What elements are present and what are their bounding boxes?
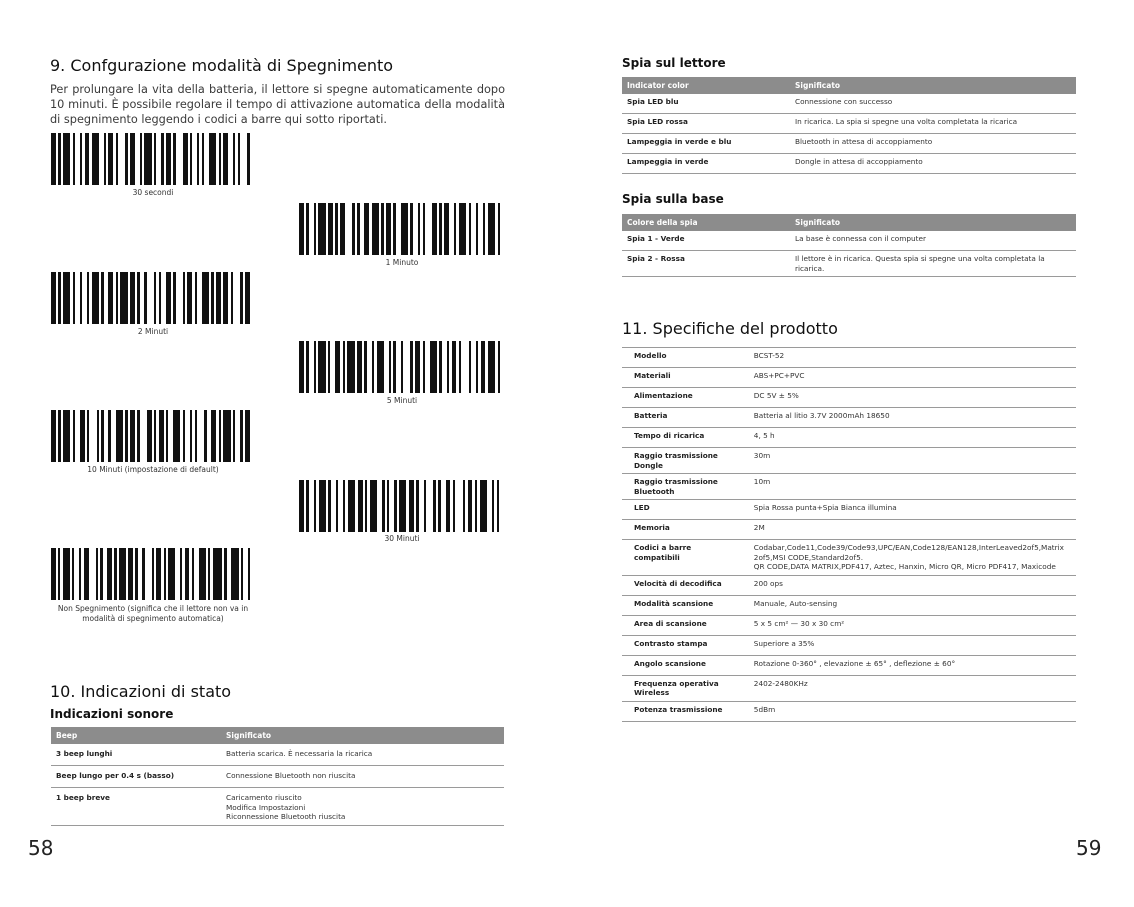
barcode-bar [202, 272, 209, 324]
barcode-bar [63, 548, 70, 600]
barcode-bar [144, 133, 151, 185]
barcode-30-seconds [51, 133, 255, 185]
table-row [622, 448, 1076, 474]
table-row [622, 154, 1076, 174]
spec-key: Raggio trasmissione Bluetooth [622, 474, 742, 500]
reader-leds-table [622, 77, 1076, 174]
header-meaning: Significato [221, 727, 504, 744]
base-led-key: Spia 2 - Rossa [622, 251, 790, 277]
barcode-bar [209, 133, 216, 185]
barcode-bar [319, 480, 326, 532]
table-row [622, 701, 1076, 721]
barcode-bar [488, 203, 495, 255]
barcode-10-minutes [51, 410, 255, 462]
barcode-label-30-minutes: 30 Minuti [384, 534, 420, 543]
barcode-bar [347, 341, 354, 393]
table-row [622, 540, 1076, 576]
barcode-bar [480, 480, 487, 532]
barcode-bar [399, 480, 406, 532]
spec-value: 2402-2480KHz [742, 675, 1076, 701]
barcode-space [500, 341, 505, 393]
led-key: Lampeggia in verde e blu [622, 134, 790, 154]
page-number-right: 59 [1076, 836, 1102, 860]
spec-value: Rotazione 0-360° , elevazione ± 65° , deflezione ± 60° [742, 655, 1076, 675]
beep-key: 3 beep lunghi [51, 744, 221, 766]
barcode-space [197, 410, 204, 462]
base-led-meaning: La base è connessa con il computer [790, 231, 1076, 251]
led-meaning: In ricarica. La spia si spegne una volta completata la ricarica [790, 114, 1076, 134]
barcode-label-10-minutes: 10 Minuti (impostazione di default) [87, 465, 219, 474]
barcode-space [118, 133, 125, 185]
spec-value: Manuale, Auto-sensing [742, 595, 1076, 615]
table-row [622, 114, 1076, 134]
page-number-left: 58 [28, 836, 54, 860]
barcode-bar [63, 133, 70, 185]
led-key: Spia LED blu [622, 94, 790, 114]
barcode-bar [120, 272, 127, 324]
barcode-bar [213, 548, 222, 600]
barcode-bar [459, 203, 466, 255]
spec-key: Frequenza operativa Wireless [622, 675, 742, 701]
table-row [622, 635, 1076, 655]
spec-key: Codici a barre compatibili [622, 540, 742, 576]
table-row [622, 368, 1076, 388]
section-9-intro: Per prolungare la vita della batteria, il lettore si spegne automaticamente dopo 10 minuti. È possibile regolare il tempo di attivazione automatica della modalità di spegnimento leggendo i codici a barre qui sotto riportati. [50, 83, 505, 126]
barcode-bar [231, 548, 238, 600]
spec-key: Angolo scansione [622, 655, 742, 675]
table-row [622, 251, 1076, 277]
spec-key: Velocità di decodifica [622, 575, 742, 595]
beep-table [51, 727, 504, 826]
base-leds-title: Spia sulla base [622, 192, 724, 206]
barcode-space [250, 548, 255, 600]
led-meaning: Connessione con successo [790, 94, 1076, 114]
spec-value: DC 5V ± 5% [742, 388, 1076, 408]
spec-value: 30m [742, 448, 1076, 474]
spec-key: Batteria [622, 408, 742, 428]
table-row [51, 766, 504, 788]
spec-value: 200 ops [742, 575, 1076, 595]
table-row [51, 744, 504, 766]
spec-key: Tempo di ricarica [622, 428, 742, 448]
table-row [51, 788, 504, 826]
table-row [622, 675, 1076, 701]
spec-key: Memoria [622, 520, 742, 540]
header-led-color: Colore della spia [622, 214, 790, 231]
barcode-space [403, 341, 410, 393]
table-row [622, 474, 1076, 500]
spec-value: BCST-52 [742, 348, 1076, 368]
led-key: Lampeggia in verde [622, 154, 790, 174]
table-row [622, 388, 1076, 408]
barcode-bar [370, 480, 377, 532]
barcode-bar [318, 203, 325, 255]
barcode-5-minutes [299, 341, 505, 393]
barcode-bar [92, 133, 99, 185]
barcode-space [250, 272, 255, 324]
barcode-bar [116, 410, 123, 462]
barcode-bar [372, 203, 379, 255]
barcode-bar [63, 410, 70, 462]
barcode-space [250, 410, 255, 462]
barcode-space [425, 203, 432, 255]
barcode-label-no-shutdown: Non Spegnimento (significa che il lettore non va in modalità di spegnimento automatica) [57, 604, 249, 623]
spec-key: Materiali [622, 368, 742, 388]
spec-key: Raggio trasmissione Dongle [622, 448, 742, 474]
table-row [622, 595, 1076, 615]
spec-key: Modalità scansione [622, 595, 742, 615]
spec-value: 10m [742, 474, 1076, 500]
barcode-bar [223, 410, 230, 462]
barcode-space [176, 133, 183, 185]
table-row [622, 428, 1076, 448]
spec-key: LED [622, 500, 742, 520]
barcode-bar [168, 548, 175, 600]
barcode-space [461, 341, 468, 393]
spec-value: Batteria al litio 3.7V 2000mAh 18650 [742, 408, 1076, 428]
barcode-label-1-minute: 1 Minuto [385, 258, 419, 267]
spec-value: Superiore a 35% [742, 635, 1076, 655]
spec-value: Spia Rossa punta+Spia Bianca illumina [742, 500, 1076, 520]
barcode-bar [377, 341, 384, 393]
spec-value: 4, 5 h [742, 428, 1076, 448]
barcode-2-minutes [51, 272, 255, 324]
barcode-space [89, 548, 96, 600]
section-9-title: 9. Confgurazione modalità di Spegnimento [50, 56, 394, 75]
beep-key: Beep lungo per 0.4 s (basso) [51, 766, 221, 788]
header-meaning: Significato [790, 214, 1076, 231]
barcode-1-minute [299, 203, 505, 255]
base-leds-table [622, 214, 1076, 277]
spec-value: 5dBm [742, 701, 1076, 721]
beep-key: 1 beep breve [51, 788, 221, 826]
spec-key: Contrasto stampa [622, 635, 742, 655]
barcode-space [233, 272, 240, 324]
section-10-title: 10. Indicazioni di stato [50, 682, 232, 701]
header-meaning: Significato [790, 77, 1076, 94]
barcode-bar [92, 272, 99, 324]
barcode-bar [119, 548, 126, 600]
table-header-row [622, 214, 1076, 231]
barcode-space [140, 410, 147, 462]
table-row [622, 94, 1076, 114]
barcode-bar [318, 341, 325, 393]
barcode-bar [488, 341, 495, 393]
barcode-space [499, 480, 504, 532]
barcode-space [145, 548, 152, 600]
spec-key: Area di scansione [622, 615, 742, 635]
barcode-space [345, 203, 352, 255]
barcode-space [240, 133, 247, 185]
base-led-meaning: Il lettore è in ricarica. Questa spia si spegne una volta completata la ricarica. [790, 251, 1076, 277]
led-key: Spia LED rossa [622, 114, 790, 134]
table-row [622, 408, 1076, 428]
barcode-no-shutdown [51, 548, 255, 600]
spec-value: 2M [742, 520, 1076, 540]
barcode-bar [63, 272, 70, 324]
specs-table [622, 347, 1076, 722]
spec-value: Codabar,Code11,Code39/Code93,UPC/EAN,Code128/EAN128,InterLeaved2of5,Matrix 2of5,MSI CODE,Standard2of5. QR CODE,DATA MATRIX,PDF417, Aztec, Hanxin, Micro QR, Micro PDF417, Maxicode [742, 540, 1076, 576]
spec-value: 5 x 5 cm² — 30 x 30 cm² [742, 615, 1076, 635]
beep-meaning: Batteria scarica. È necessaria la ricarica [221, 744, 504, 766]
table-row [622, 520, 1076, 540]
section-11-title: 11. Specifiche del prodotto [622, 319, 838, 338]
barcode-bar [199, 548, 206, 600]
barcode-bar [401, 203, 408, 255]
table-row [622, 348, 1076, 368]
barcode-space [250, 133, 255, 185]
table-row [622, 655, 1076, 675]
barcode-bar [430, 341, 437, 393]
barcode-30-minutes [299, 480, 505, 532]
spec-key: Modello [622, 348, 742, 368]
header-beep: Beep [51, 727, 221, 744]
led-meaning: Bluetooth in attesa di accoppiamento [790, 134, 1076, 154]
barcode-bar [348, 480, 355, 532]
beep-meaning: Caricamento riuscito Modifica Impostazioni Riconnessione Bluetooth riuscita [221, 788, 504, 826]
table-row [622, 231, 1076, 251]
table-header-row [51, 727, 504, 744]
table-row [622, 575, 1076, 595]
table-row [622, 500, 1076, 520]
table-row [622, 134, 1076, 154]
barcode-label-2-minutes: 2 Minuti [137, 327, 169, 336]
barcode-space [500, 203, 505, 255]
sound-indications-title: Indicazioni sonore [50, 707, 174, 721]
beep-meaning: Connessione Bluetooth non riuscita [221, 766, 504, 788]
spec-key: Alimentazione [622, 388, 742, 408]
barcode-space [147, 272, 154, 324]
header-indicator-color: Indicator color [622, 77, 790, 94]
base-led-key: Spia 1 - Verde [622, 231, 790, 251]
barcode-space [89, 410, 96, 462]
barcode-space [455, 480, 462, 532]
barcode-label-30-seconds: 30 secondi [132, 188, 174, 197]
table-row [622, 615, 1076, 635]
barcode-label-5-minutes: 5 Minuti [386, 396, 418, 405]
led-meaning: Dongle in attesa di accoppiamento [790, 154, 1076, 174]
barcode-space [176, 272, 183, 324]
spec-key: Potenza trasmissione [622, 701, 742, 721]
table-header-row [622, 77, 1076, 94]
barcode-space [426, 480, 433, 532]
barcode-bar [173, 410, 180, 462]
spec-value: ABS+PC+PVC [742, 368, 1076, 388]
reader-leds-title: Spia sul lettore [622, 56, 726, 70]
